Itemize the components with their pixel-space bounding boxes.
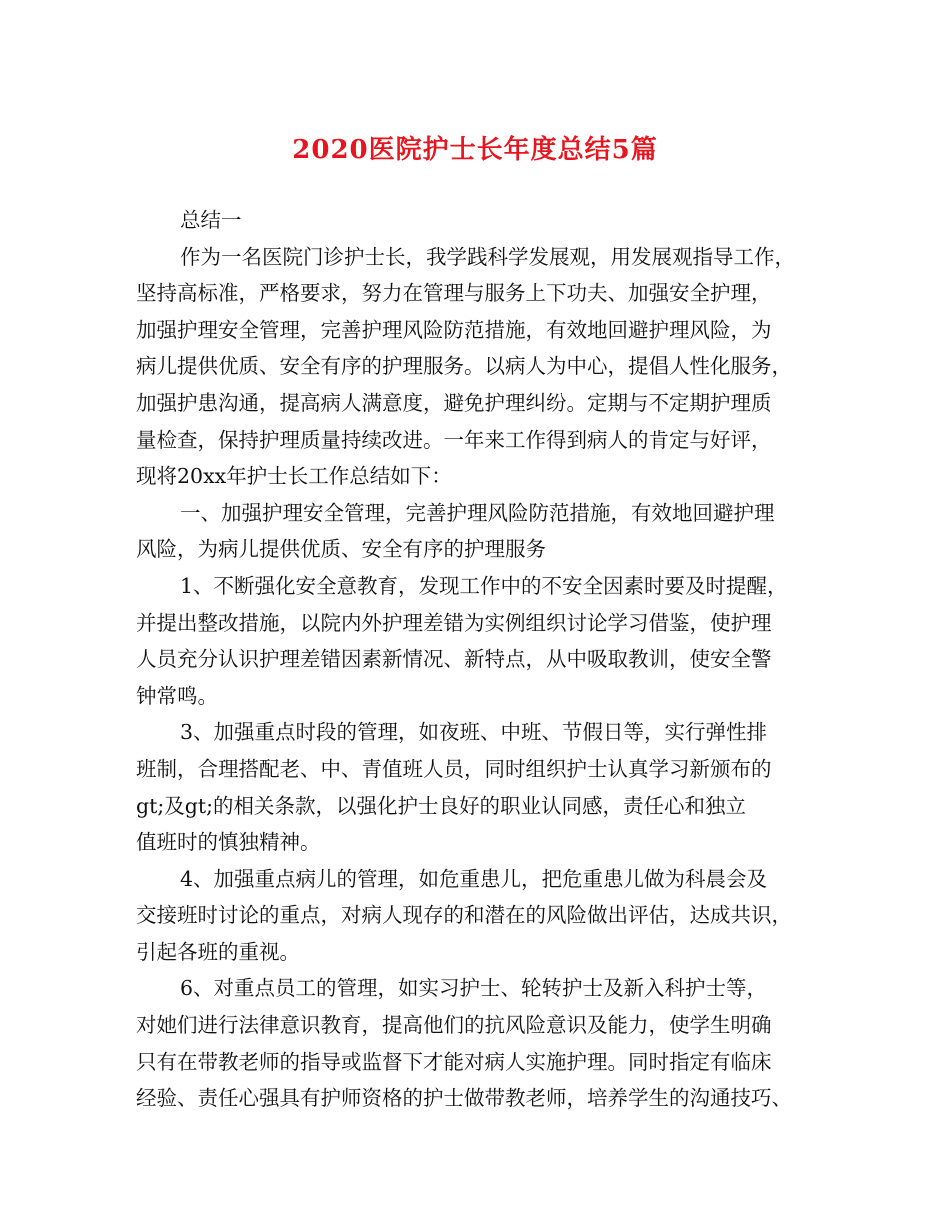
text-line: 总结一 — [180, 208, 242, 232]
text-line: 班制，合理搭配老、中、青值班人员，同时组织护士认真学习新颁布的 — [136, 756, 772, 781]
text-line: 只有在带教老师的指导或监督下才能对病人实施护理。同时指定有临床 — [136, 1049, 772, 1074]
text-line: gt;及gt;的相关条款，以强化护士良好的职业认同感，责任心和独立 — [136, 793, 747, 818]
text-line: 1、不断强化安全意教育，发现工作中的不安全因素时要及时提醒， — [180, 573, 788, 598]
text-line: 加强护理安全管理，完善护理风险防范措施，有效地回避护理风险，为 — [136, 317, 772, 342]
text-line: 量检查，保持护理质量持续改进。一年来工作得到病人的肯定与好评， — [136, 427, 772, 452]
text-line: 交接班时讨论的重点，对病人现存的和潜在的风险做出评估，达成共识， — [136, 903, 792, 928]
document-body — [136, 202, 826, 1117]
text-line: 值班时的慎独精神。 — [136, 830, 321, 855]
text-line: 钟常鸣。 — [136, 683, 218, 708]
text-line: 加强护患沟通，提高病人满意度，避免护理纠纷。定期与不定期护理质 — [136, 390, 772, 415]
text-line: 对她们进行法律意识教育，提高他们的抗风险意识及能力，使学生明确 — [136, 1013, 772, 1038]
text-line: 人员充分认识护理差错因素新情况、新特点，从中吸取教训，使安全警 — [136, 647, 772, 672]
text-line: 坚持高标准，严格要求，努力在管理与服务上下功夫、加强安全护理， — [136, 281, 772, 306]
document-title: 2020医院护士长年度总结5篇 — [292, 135, 658, 165]
text-line: 一、加强护理安全管理，完善护理风险防范措施，有效地回避护理 — [180, 500, 775, 525]
text-line: 并提出整改措施，以院内外护理差错为实例组织讨论学习借鉴，使护理 — [136, 610, 772, 635]
text-line: 作为一名医院门诊护士长，我学践科学发展观，用发展观指导工作， — [180, 244, 795, 269]
text-line: 现将20xx年护士长工作总结如下： — [136, 464, 452, 489]
text-line: 经验、责任心强具有护师资格的护士做带教老师，培养学生的沟通技巧、 — [136, 1086, 792, 1111]
text-line: 4、加强重点病儿的管理，如危重患儿，把危重患儿做为科晨会及 — [180, 866, 768, 891]
text-line: 6、对重点员工的管理，如实习护士、轮转护士及新入科护士等， — [180, 976, 768, 1001]
text-line: 风险，为病儿提供优质、安全有序的护理服务 — [136, 537, 546, 562]
text-line: 3、加强重点时段的管理，如夜班、中班、节假日等，实行弹性排 — [180, 720, 768, 745]
text-line: 引起各班的重视。 — [136, 939, 300, 964]
text-line: 病儿提供优质、安全有序的护理服务。以病人为中心，提倡人性化服务， — [136, 354, 792, 379]
